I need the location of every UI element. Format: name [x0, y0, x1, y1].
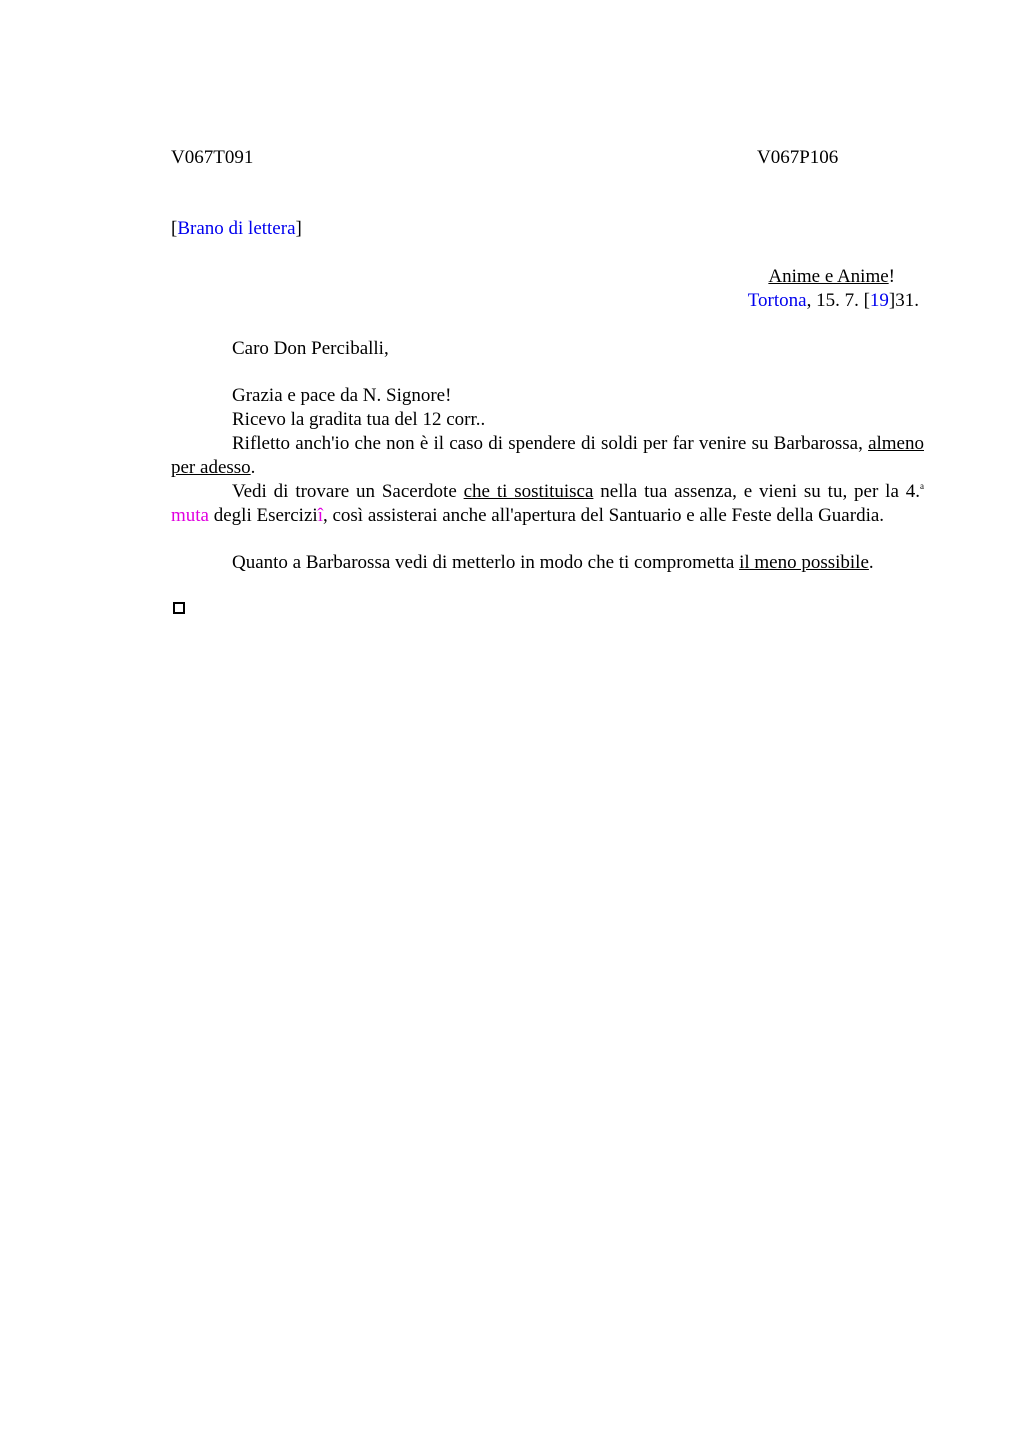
- end-of-text-square-icon: [173, 602, 185, 614]
- ordinal-superscript: a: [920, 481, 924, 491]
- bracket-open: [: [171, 218, 178, 239]
- section-heading: [171, 217, 302, 241]
- paragraph-2-text: Rifletto anch'io che non è il caso di spendere di soldi per far venire su Barbarossa,: [232, 433, 869, 454]
- paragraph-2: [171, 432, 924, 480]
- section-title-link[interactable]: Brano di lettera: [177, 218, 296, 239]
- paragraph-3-text-b: nella tua assenza, e vieni su tu, per la 4.: [593, 481, 920, 502]
- place-date-line: [748, 289, 919, 313]
- paragraph-4-end: .: [868, 552, 874, 573]
- salutation: Caro Don Perciballi,: [232, 338, 389, 359]
- paragraph-3-text-a: Vedi di trovare un Sacerdote: [232, 481, 464, 502]
- motto-punctuation: !: [888, 266, 895, 287]
- paragraph-4: [171, 551, 924, 575]
- paragraph-3: [171, 480, 924, 528]
- paragraph-3-text-d: , così assisterai anche all'apertura del Santuario e alle Feste della Guardia.: [322, 504, 885, 526]
- bracket-close: ]: [295, 218, 302, 239]
- circumflex-note: î: [317, 504, 323, 526]
- motto: Anime e Anime: [768, 266, 889, 287]
- paragraph-3-text-c: degli Esercizi: [209, 504, 318, 526]
- place-link[interactable]: Tortona: [747, 290, 807, 311]
- paragraph-1-text: Ricevo la gradita tua del 12 corr..: [232, 409, 486, 430]
- paragraph-2-underlined: almeno per adesso: [171, 433, 924, 478]
- paragraph-4-text: Quanto a Barbarossa vedi di metterlo in modo che ti comprometta: [232, 552, 740, 573]
- paragraph-4-underlined: il meno possibile: [739, 552, 869, 573]
- date-year-link[interactable]: 19: [869, 290, 889, 311]
- paragraph-1: [171, 408, 924, 432]
- motto-line: [768, 265, 895, 289]
- date-part-a: , 15. 7. [: [806, 290, 870, 311]
- paragraph-2-end: .: [250, 456, 256, 478]
- volume-code-left: V067T091: [171, 147, 254, 168]
- date-part-b: ]31.: [888, 290, 919, 311]
- paragraph-3-underlined: che ti sostituisca: [463, 481, 594, 502]
- greeting: Grazia e pace da N. Signore!: [232, 385, 452, 406]
- volume-code-right: V067P106: [757, 147, 839, 168]
- muta-note: muta: [171, 504, 209, 526]
